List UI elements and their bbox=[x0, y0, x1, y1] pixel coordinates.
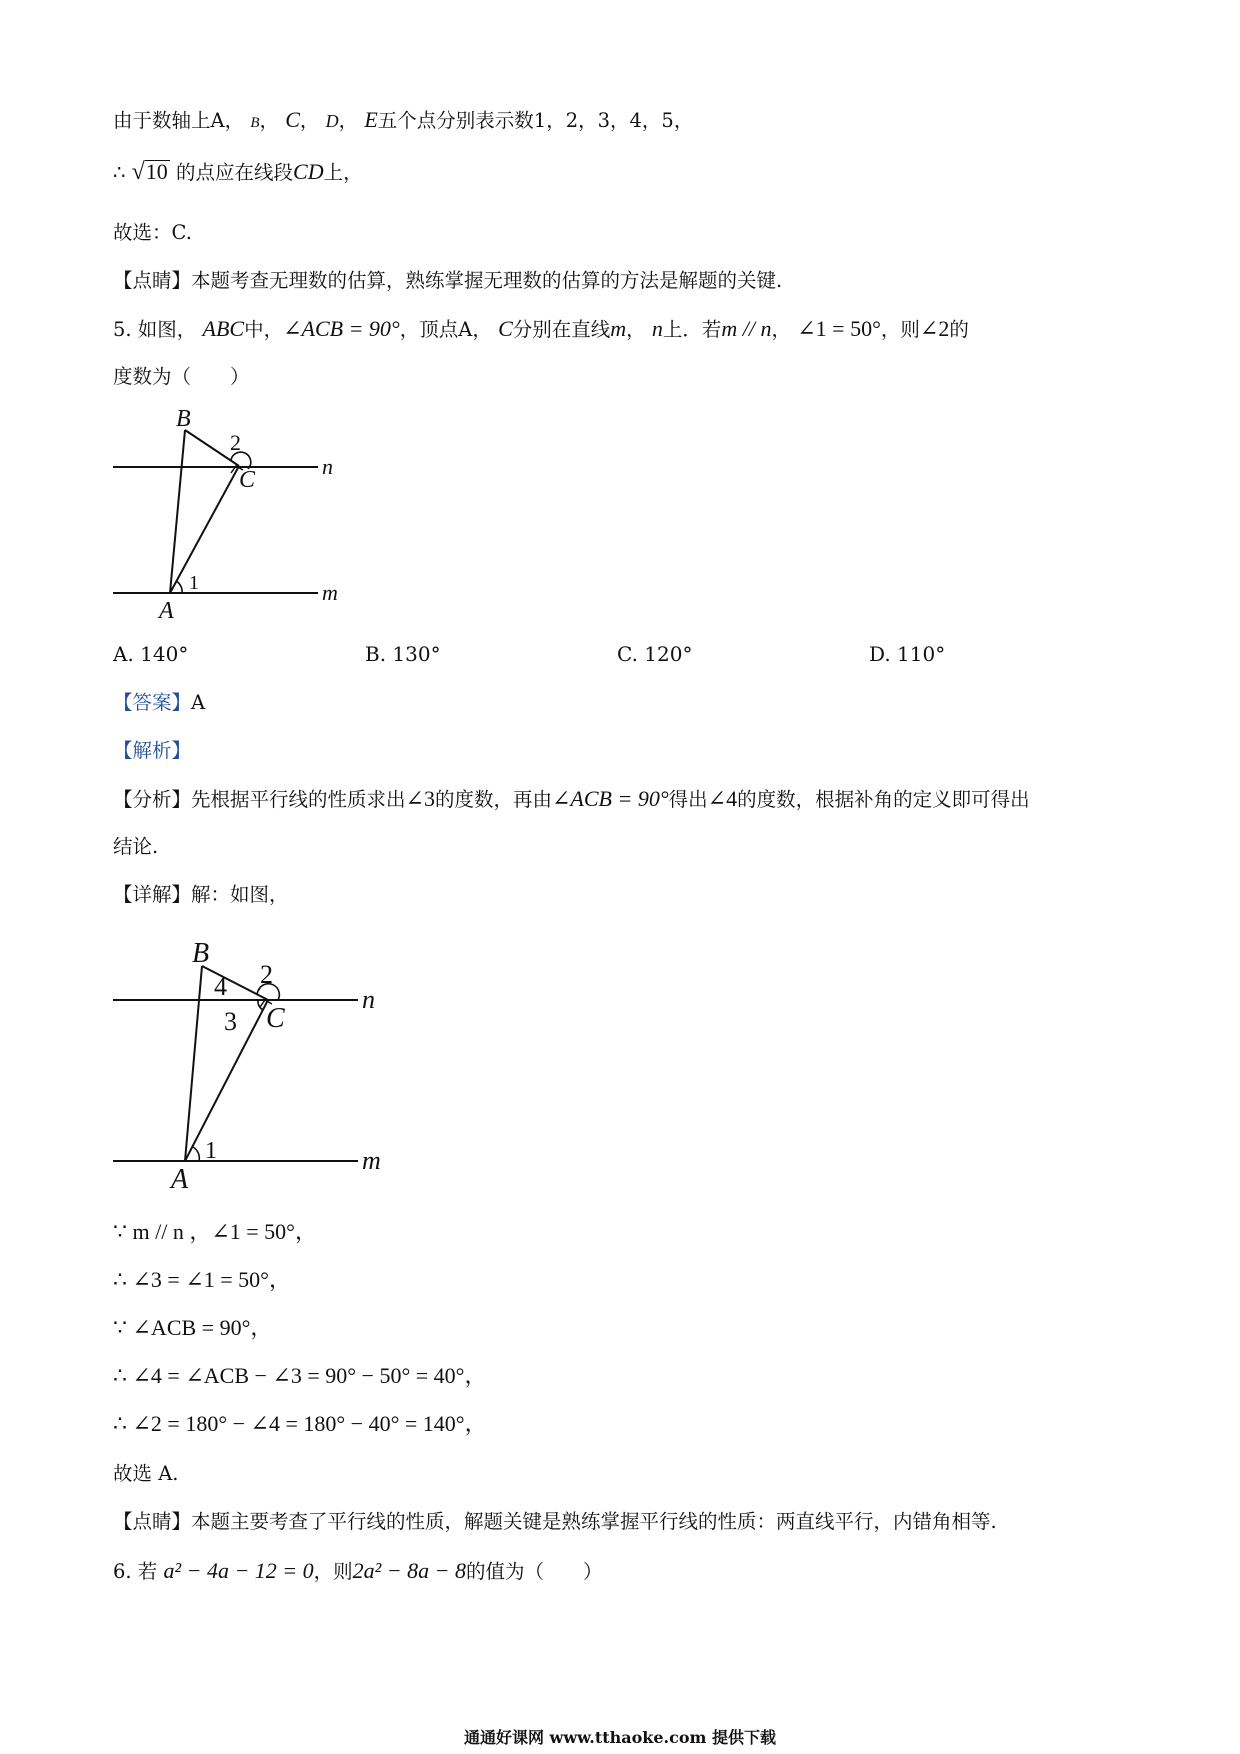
option-c: C. 120° bbox=[617, 642, 693, 666]
step-3: ∵ ∠ACB = 90°， bbox=[113, 1315, 273, 1340]
point-a: A bbox=[210, 109, 225, 132]
fenxi-tag: 【分析】 bbox=[113, 788, 192, 811]
answer-value: A bbox=[191, 691, 206, 714]
question-number: 5. 如图， bbox=[113, 318, 197, 341]
label-b: B bbox=[192, 938, 210, 969]
conclusion: 故选 A. bbox=[113, 1462, 179, 1485]
question-5-line-1 bbox=[113, 315, 969, 344]
angle-4: ∠4 bbox=[707, 786, 738, 811]
text: 得出 bbox=[668, 788, 708, 811]
therefore-symbol: ∴ bbox=[113, 161, 126, 184]
xiangjie-tag: 【详解】 bbox=[113, 883, 192, 906]
point-b: B bbox=[250, 115, 260, 131]
label-1: 1 bbox=[189, 572, 199, 594]
text-line-3: 故选：C. bbox=[113, 221, 192, 244]
expression-2: 2a² − 8a − 8 bbox=[352, 1558, 466, 1583]
label-c: C bbox=[266, 1003, 285, 1034]
comma: ， bbox=[338, 109, 359, 132]
text: 的点应在线段 bbox=[176, 161, 294, 184]
label-m: m bbox=[322, 580, 338, 605]
label-2: 2 bbox=[260, 960, 273, 989]
angle-1-arc bbox=[176, 581, 182, 593]
option-d: D. 110° bbox=[869, 642, 946, 666]
question-number: 6. 若 bbox=[113, 1560, 158, 1583]
equation-1: a² − 4a − 12 = 0 bbox=[163, 1558, 314, 1583]
note-paragraph-2 bbox=[113, 1508, 997, 1536]
label-m: m bbox=[362, 1146, 381, 1175]
text-line-2 bbox=[113, 158, 363, 187]
step-2: ∴ ∠3 = ∠1 = 50°， bbox=[113, 1267, 291, 1292]
xiangjie-line bbox=[113, 881, 289, 909]
label-n: n bbox=[322, 454, 333, 479]
angle-acb: ∠ACB = 90° bbox=[551, 786, 669, 811]
angle-acb: ∠ACB = 90° bbox=[283, 316, 400, 341]
comma: ， bbox=[771, 318, 792, 341]
point-d: D bbox=[325, 111, 339, 131]
note-tag: 【点睛】 bbox=[113, 269, 192, 292]
note-paragraph-1 bbox=[113, 267, 782, 295]
comma: ， bbox=[626, 318, 646, 341]
segment-cd: CD bbox=[293, 159, 324, 184]
label-a: A bbox=[159, 598, 174, 624]
angle-3: ∠3 bbox=[405, 786, 435, 811]
text: 的 bbox=[949, 318, 969, 341]
label-1: 1 bbox=[205, 1138, 217, 1164]
text: 先根据平行线的性质求出 bbox=[191, 788, 406, 811]
vertex-c: C bbox=[498, 316, 513, 341]
page-footer: 通通好课网 www.tthaoke.com 提供下载 bbox=[463, 1728, 777, 1747]
comma: ， bbox=[472, 318, 492, 341]
triangle-abc: ABC bbox=[202, 316, 245, 341]
comma: ， bbox=[299, 109, 320, 132]
figure-2 bbox=[100, 925, 400, 1195]
analysis-tag: 【解析】 bbox=[113, 739, 192, 762]
vertex-a: A bbox=[458, 318, 473, 341]
label-a: A bbox=[171, 1164, 189, 1195]
radicand: 10 bbox=[145, 159, 168, 184]
text: 上， bbox=[323, 161, 363, 184]
note-text: 本题主要考查了平行线的性质，解题关键是熟练掌握平行线的性质：两直线平行，内错角相等. bbox=[191, 1510, 997, 1533]
text: 的度数，根据补角的定义即可得出 bbox=[737, 788, 1030, 811]
option-a: A. 140° bbox=[113, 642, 189, 666]
comma: ， bbox=[224, 109, 245, 132]
question-5-line-2: 度数为（ ） bbox=[113, 365, 250, 388]
text: 中， bbox=[244, 318, 284, 341]
label-c: C bbox=[239, 467, 256, 493]
angle-2: ∠2 bbox=[919, 316, 950, 341]
text: 的度数，再由 bbox=[434, 788, 552, 811]
text-line-1 bbox=[113, 106, 693, 137]
point-c: C bbox=[285, 107, 300, 132]
question-6 bbox=[113, 1557, 602, 1586]
text: 由于数轴上 bbox=[113, 109, 211, 132]
figure-1 bbox=[100, 400, 360, 630]
label-3: 3 bbox=[224, 1007, 237, 1036]
answer-tag: 【答案】 bbox=[113, 691, 192, 714]
step-1: ∵ m // n ，∠1 = 50°， bbox=[113, 1219, 317, 1244]
text: 上．若 bbox=[662, 318, 722, 341]
line-m: m bbox=[610, 316, 627, 341]
label-2: 2 bbox=[230, 430, 241, 455]
angle-4-arc bbox=[257, 988, 260, 995]
sqrt-sign: √ bbox=[131, 159, 145, 185]
text: 五个点分别表示数1，2，3，4，5， bbox=[377, 109, 694, 132]
note-text: 本题考查无理数的估算，熟练掌握无理数的估算的方法是解题的关键. bbox=[191, 269, 783, 292]
text: ，则 bbox=[313, 1560, 353, 1583]
label-4: 4 bbox=[214, 972, 227, 1001]
angle-1: ∠1 = 50° bbox=[797, 316, 881, 341]
point-e: E bbox=[364, 107, 378, 132]
angle-1-arc bbox=[193, 1147, 199, 1161]
text: 分别在直线 bbox=[512, 318, 611, 341]
xiangjie-text: 解：如图， bbox=[191, 883, 289, 906]
step-4: ∴ ∠4 = ∠ACB − ∠3 = 90° − 50° = 40°， bbox=[113, 1363, 487, 1388]
note-tag: 【点睛】 bbox=[113, 1510, 192, 1533]
step-5: ∴ ∠2 = 180° − ∠4 = 180° − 40° = 140°， bbox=[113, 1411, 487, 1436]
comma: ， bbox=[259, 109, 280, 132]
fenxi-line-2: 结论. bbox=[113, 835, 159, 858]
text: ，顶点 bbox=[399, 318, 459, 341]
answer-line bbox=[113, 689, 205, 717]
option-b: B. 130° bbox=[365, 642, 441, 666]
label-n: n bbox=[362, 985, 375, 1014]
parallel-expr: m // n bbox=[721, 316, 772, 341]
line-n: n bbox=[651, 316, 663, 341]
fenxi-line-1 bbox=[113, 785, 1030, 814]
text: ，则 bbox=[880, 318, 920, 341]
label-b: B bbox=[176, 406, 191, 432]
segment-bc bbox=[202, 966, 268, 1000]
text: 的值为（ ） bbox=[465, 1560, 603, 1583]
